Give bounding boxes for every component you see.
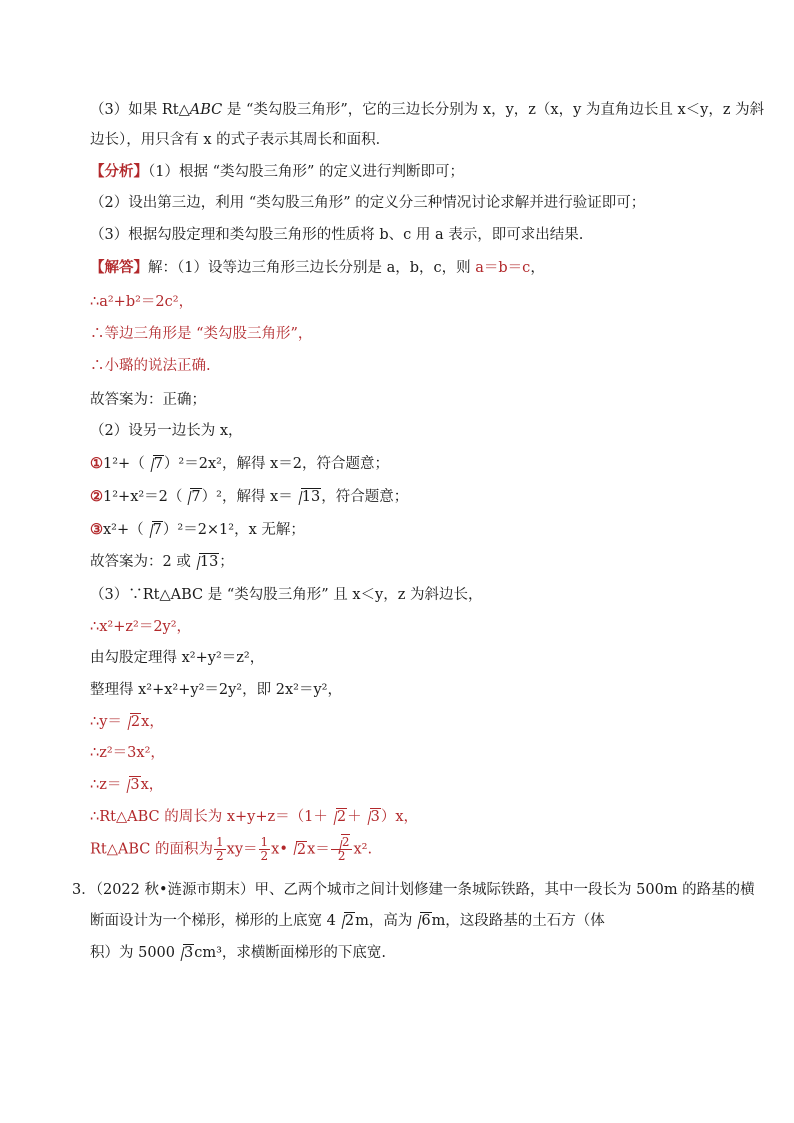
numerator: 1 — [260, 835, 269, 849]
radicand: 3 — [370, 809, 380, 825]
part-3-line-3 — [90, 648, 264, 668]
sqrt-symbol — [145, 520, 163, 540]
solution-line-6 — [90, 421, 243, 441]
fraction — [259, 836, 271, 863]
text: xy＝ — [226, 841, 258, 858]
radicand: 7 — [152, 522, 162, 538]
sqrt-symbol — [123, 712, 141, 732]
text: 整理得 x²+x²+y²＝2y²，即 2x²＝y²， — [90, 682, 342, 698]
numerator: 1 — [216, 835, 224, 849]
solution-line-3 — [90, 324, 312, 344]
case-2-marker: ② — [90, 488, 103, 505]
part-3-line-9 — [90, 836, 372, 863]
analysis-line-2 — [90, 193, 645, 213]
denominator: 2 — [216, 849, 224, 863]
radicand: 2 — [336, 809, 347, 825]
sqrt-symbol — [146, 454, 164, 474]
case-2-line — [90, 487, 408, 507]
analysis-tag: 【分析】 — [90, 163, 148, 180]
text: ∴Rt△ABC 的周长为 x+y+z＝（1＋ — [90, 809, 328, 825]
text: （2）设另一边长为 x， — [90, 423, 243, 439]
part-3-line-4 — [90, 680, 342, 700]
sqrt-symbol — [413, 911, 431, 931]
question-3-line-2 — [90, 130, 390, 150]
radicand: 2 — [296, 841, 307, 858]
problem-3-line-3 — [90, 943, 386, 963]
text: Rt△ABC 的面积为 — [90, 841, 213, 858]
text: cm³，求横断面梯形的下底宽. — [194, 945, 387, 961]
sqrt-symbol — [334, 836, 351, 849]
radicand: 2 — [341, 835, 350, 849]
part-3-line-2 — [90, 617, 191, 637]
case-1-marker: ① — [90, 455, 103, 472]
text: x， — [140, 777, 164, 793]
text: x， — [141, 714, 164, 730]
text: ，符合题意； — [321, 489, 409, 505]
numerator — [331, 836, 353, 850]
sqrt-symbol — [183, 487, 201, 507]
text: 断面设计为一个梯形，梯形的上底宽 4 — [90, 913, 336, 929]
sqrt-symbol — [289, 837, 307, 863]
solution-line-7 — [90, 552, 234, 572]
fraction — [214, 836, 226, 863]
analysis-line-3 — [90, 225, 583, 245]
text: x• — [271, 841, 288, 858]
case-3-marker: ③ — [90, 521, 103, 538]
text: （1）根据 “类勾股三角形” 的定义进行判断即可； — [148, 164, 465, 180]
text: 故答案为：2 或 — [90, 554, 191, 570]
text: 由勾股定理得 x²+y²＝z²， — [90, 650, 265, 666]
sqrt-symbol — [294, 487, 321, 507]
question-3-line-1 — [90, 100, 764, 120]
text: ∴z²＝3x²， — [90, 745, 165, 761]
solution-tag: 【解答】 — [90, 259, 148, 276]
text: 是 “类勾股三角形”，它的三边长分别为 x，y，z（x，y 为直角边长且 x＜y，z 为斜 — [222, 102, 765, 118]
sqrt-symbol — [337, 911, 355, 931]
sqrt-symbol — [363, 807, 381, 827]
sqrt-symbol — [122, 775, 140, 795]
text: （3）如果 Rt△ — [90, 102, 190, 118]
text: ）x， — [380, 809, 419, 825]
text: x＝ — [307, 841, 330, 858]
text: m，高为 — [355, 913, 413, 929]
denominator: 2 — [337, 849, 346, 863]
denominator: 2 — [260, 849, 269, 863]
radicand: 3 — [184, 945, 194, 961]
radicand: 2 — [130, 714, 141, 730]
text: （2）设出第三边，利用 “类勾股三角形” 的定义分三种情况讨论求解并进行验证即可； — [90, 195, 646, 211]
part-3-line-8 — [90, 807, 418, 827]
radicand: 2 — [344, 913, 355, 929]
text: 解：（1）设等边三角形三边长分别是 a，b，c，则 — [148, 260, 476, 276]
solution-line-5 — [90, 390, 206, 410]
solution-line-4 — [90, 356, 211, 376]
sqrt-symbol — [192, 552, 219, 572]
text: ∴y＝ — [90, 714, 122, 730]
problem-3-line-2 — [90, 911, 605, 931]
text: ∴x²+z²＝2y²， — [90, 619, 192, 635]
case-1-line — [90, 454, 389, 474]
text: x²+（ — [103, 522, 144, 538]
text: 1²+x²＝2（ — [103, 489, 183, 505]
part-3-line-6 — [90, 743, 165, 763]
text: ∴等边三角形是 “类勾股三角形”， — [90, 326, 313, 342]
part-3-line-5 — [90, 712, 164, 732]
case-3-line — [90, 520, 305, 540]
text: ； — [219, 554, 234, 570]
radicand: 6 — [421, 913, 431, 929]
text: （3）根据勾股定理和类勾股三角形的性质将 b、c 用 a 表示，即可求出结果. — [90, 227, 584, 243]
part-3-line-1 — [90, 585, 483, 605]
text: 积）为 5000 — [90, 945, 176, 961]
sqrt-symbol — [176, 943, 194, 963]
text: ＋ — [347, 809, 362, 825]
radicand: 13 — [199, 554, 219, 570]
text: （3）∵Rt△ABC 是 “类勾股三角形” 且 x＜y，z 为斜边长， — [90, 587, 483, 603]
text: ）²＝2x²，解得 x＝2，符合题意； — [163, 456, 389, 472]
text: 1²+（ — [103, 456, 145, 472]
solution-line-1 — [90, 258, 545, 278]
analysis-line-1 — [90, 162, 464, 182]
sqrt-symbol — [329, 807, 347, 827]
problem-3-line-1 — [72, 880, 755, 900]
text: m，这段路基的土石方（体 — [431, 913, 605, 929]
text: 边长），用只含有 x 的式子表示其周长和面积． — [90, 132, 391, 148]
text: 故答案为：正确； — [90, 392, 206, 408]
text: ， — [530, 260, 545, 276]
fraction — [331, 836, 353, 863]
radicand: 7 — [153, 456, 163, 472]
solution-line-2 — [90, 292, 193, 312]
text: ）²，解得 x＝ — [201, 489, 293, 505]
radicand: 7 — [191, 489, 201, 505]
text: x². — [353, 841, 373, 858]
text: ABC — [189, 102, 223, 118]
text: a＝b＝c — [475, 260, 531, 276]
text: ）²＝2×1²，x 无解； — [162, 522, 305, 538]
text: ∴z＝ — [90, 777, 122, 793]
radicand: 3 — [130, 777, 140, 793]
radicand: 13 — [301, 489, 321, 505]
text: ∴小璐的说法正确. — [90, 358, 211, 374]
text: ∴a²+b²＝2c²， — [90, 294, 194, 310]
text: 3．（2022 秋•涟源市期末）甲、乙两个城市之间计划修建一条城际铁路，其中一段长为 500m 的路基的横 — [72, 882, 755, 898]
part-3-line-7 — [90, 775, 163, 795]
